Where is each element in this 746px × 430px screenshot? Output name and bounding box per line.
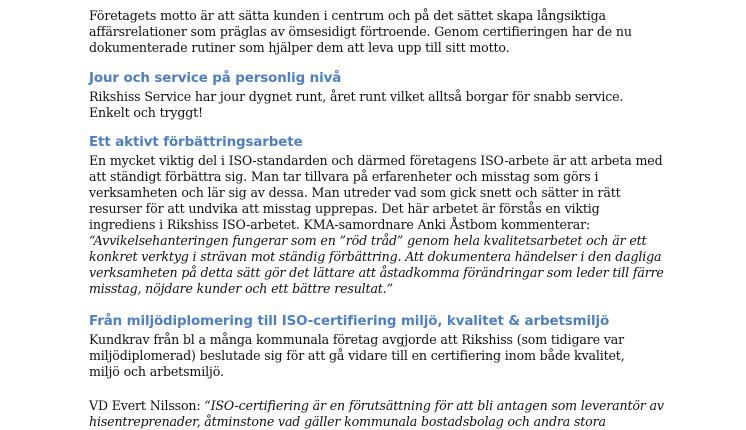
- section-heading-iso: Från miljödiplomering till ISO-certifiering miljö, kvalitet & arbetsmiljö: [89, 314, 610, 329]
- service-line: Rikshiss Service har jour dygnet runt, året runt vilket alltså borgar för snabb service.: [89, 89, 624, 104]
- iso-line: miljö och arbetsmiljö.: [89, 364, 224, 379]
- iso-paragraph: [89, 332, 625, 380]
- closing-quote-line: hisentreprenader, åtminstone vad gäller kommunala bostadsbolag och andra stora: [89, 414, 606, 429]
- closing-quote-line: “ISO-certifiering är en förutsättning för att bli antagen som leverantör av: [204, 398, 664, 413]
- closing-line: [89, 398, 664, 414]
- closing-paragraph: [89, 398, 664, 430]
- intro-paragraph: [89, 8, 632, 56]
- improvement-line: resurser för att undvika att misstag upprepas. Det här arbetet är förstås en viktig: [89, 201, 600, 216]
- improvement-line: En mycket viktig del i ISO-standarden och därmed företagens ISO-arbete är att arbeta med: [89, 153, 663, 168]
- section-heading-service: Jour och service på personlig nivå: [89, 71, 342, 86]
- improvement-line: verksamheten och lär sig av dessa. Man utreder vad som gick snett och sätter in rätt: [89, 185, 621, 200]
- service-line: Enkelt och tryggt!: [89, 105, 203, 120]
- improvement-quote-line: “Avvikelsehanteringen fungerar som en ”röd tråd” genom hela kvalitetsarbetet och är ett: [89, 233, 647, 248]
- improvement-quote-line: misstag, nöjdare kunder och ett bättre resultat.”: [89, 281, 393, 296]
- section-heading-improvement: Ett aktivt förbättringsarbete: [89, 135, 303, 150]
- closing-clip: [89, 398, 664, 429]
- iso-line: Kundkrav från bl a många kommunala företag avgjorde att Rikshiss (som tidigare var: [89, 332, 624, 347]
- service-paragraph: [89, 89, 623, 121]
- improvement-paragraph: [89, 153, 664, 297]
- improvement-line: ingrediens i Rikshiss ISO-arbetet. KMA-samordnare Anki Åstbom kommenterar:: [89, 217, 591, 232]
- intro-line: affärsrelationer som präglas av ömsesidigt förtroende. Genom certifieringen har de nu: [89, 24, 632, 39]
- intro-line: dokumenterade rutiner som hjälper dem att leva upp till sitt motto.: [89, 40, 510, 55]
- improvement-line: att ständigt förbättra sig. Man tar tillvara på erfarenheter och misstag som görs i: [89, 169, 599, 184]
- closing-speaker: VD Evert Nilsson:: [89, 398, 205, 413]
- improvement-quote-line: konkret verktyg i strävan mot ständig förbättring. Att dokumentera händelser i den dagliga: [89, 249, 662, 264]
- intro-line: Företagets motto är att sätta kunden i centrum och på det sättet skapa långsiktiga: [89, 8, 606, 23]
- improvement-quote-line: verksamheten på detta sätt gör det lättare att åstadkomma förändringar som leder till färre: [89, 265, 664, 280]
- iso-line: miljödiplomerad) beslutade sig för att gå vidare till en certifiering inom både kvalitet,: [89, 348, 625, 363]
